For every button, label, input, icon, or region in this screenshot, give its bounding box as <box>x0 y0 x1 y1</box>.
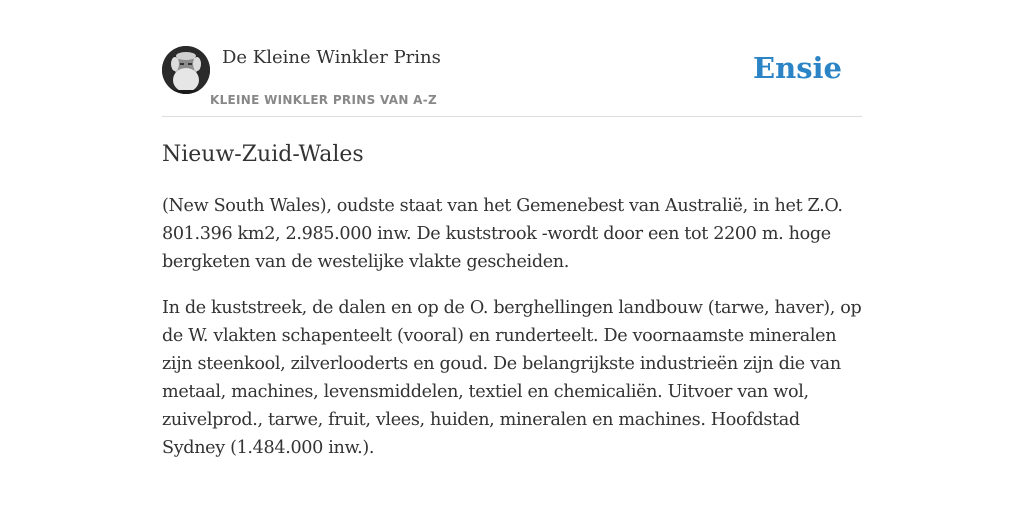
article-body <box>162 192 862 480</box>
article-title: Nieuw-Zuid-Wales <box>162 142 364 167</box>
portrait-photo-icon <box>162 46 210 94</box>
book-subtitle: KLEINE WINKLER PRINS VAN A-Z <box>210 93 438 107</box>
article-paragraph-1: (New South Wales), oudste staat van het Gemenebest van Australië, in het Z.O. 801.396 km2, 2.985.000 inw. De kuststrook -wordt door een tot 2200 m. hoge bergketen van de westelijke vlakte gescheiden. <box>162 196 843 272</box>
author-avatar[interactable] <box>162 46 210 94</box>
header <box>162 0 862 117</box>
book-title[interactable]: De Kleine Winkler Prins <box>222 47 441 68</box>
page <box>162 0 862 512</box>
ensie-logo-link[interactable]: Ensie <box>753 51 842 85</box>
article-paragraph-2: In de kuststreek, de dalen en op de O. berghellingen landbouw (tarwe, haver), op de W. vlakten schapenteelt (vooral) en runderteelt. De voornaamste mineralen zijn steenkool, zilverlooderts en goud. De belangrijkste industrieën zijn die van metaal, machines, levensmiddelen, textiel en chemicaliën. Uitvoer van wol, zuivelprod., tarwe, fruit, vlees, huiden, mineralen en machines. Hoofdstad Sydney (1.484.000 inw.). <box>162 298 862 458</box>
